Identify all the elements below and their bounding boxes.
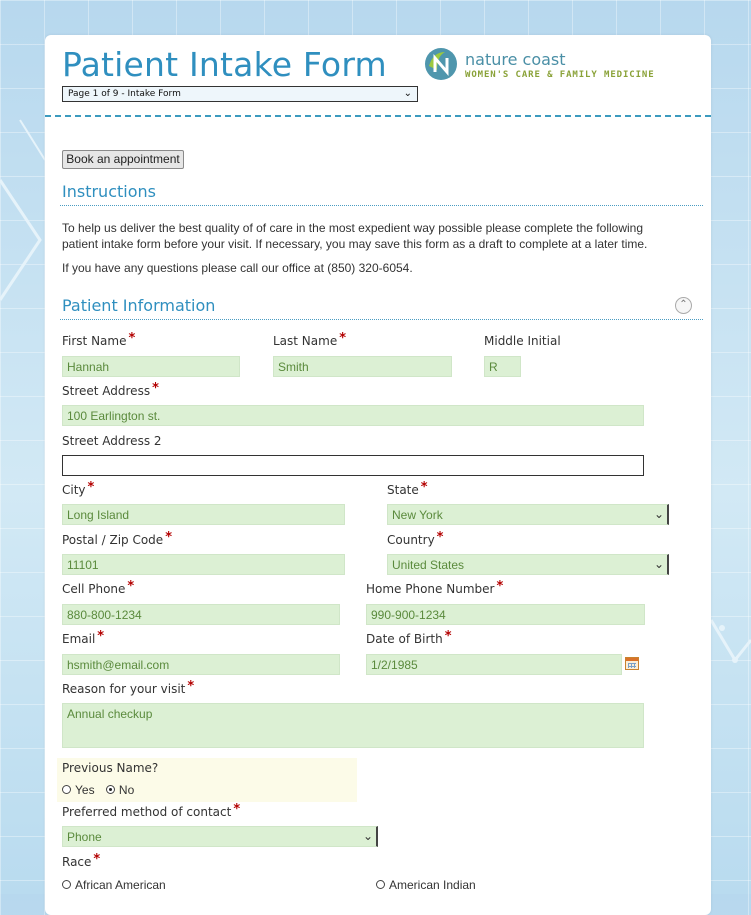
dob-label: Date of Birth *	[366, 629, 452, 646]
reason-label: Reason for your visit *	[62, 679, 195, 696]
chevron-down-icon: ⌄	[653, 507, 664, 521]
race-option-american-indian[interactable]	[376, 877, 484, 892]
previous-name-label: Previous Name?	[62, 761, 159, 775]
page-title: Patient Intake Form	[62, 45, 387, 84]
state-label: State *	[387, 480, 428, 497]
patient-info-heading: Patient Information	[62, 296, 216, 315]
home-phone-input[interactable]: 990-900-1234	[366, 604, 645, 625]
race-option-african-american[interactable]	[62, 877, 174, 892]
previous-name-yes-label: Yes	[75, 782, 95, 797]
country-select[interactable]	[387, 554, 669, 575]
zip-input[interactable]: 11101	[62, 554, 345, 575]
header-divider	[45, 115, 711, 117]
page-selector-dropdown[interactable]	[62, 86, 418, 102]
zip-label: Postal / Zip Code *	[62, 530, 172, 547]
race-label: Race *	[62, 852, 101, 869]
home-phone-label: Home Phone Number *	[366, 579, 504, 596]
contact-phone-text: If you have any questions please call our office at (850) 320-6054.	[62, 261, 413, 275]
middle-initial-label: Middle Initial	[484, 334, 561, 348]
street-address-2-input[interactable]	[62, 455, 644, 476]
logo-tagline: WOMEN'S CARE & FAMILY MEDICINE	[465, 70, 655, 80]
chevron-up-icon: ⌃	[679, 299, 688, 310]
chevron-down-icon: ⌄	[653, 557, 664, 571]
logo	[423, 45, 703, 85]
email-input[interactable]: hsmith@email.com	[62, 654, 340, 675]
state-value: New York	[392, 508, 443, 522]
first-name-input[interactable]: Hannah	[62, 356, 240, 377]
preferred-contact-value: Phone	[67, 830, 102, 844]
street-address-2-label: Street Address 2	[62, 434, 162, 448]
email-label: Email *	[62, 629, 105, 646]
preferred-contact-label: Preferred method of contact *	[62, 802, 241, 819]
last-name-input[interactable]: Smith	[273, 356, 452, 377]
previous-name-no-label: No	[118, 782, 135, 797]
dob-input[interactable]: 1/2/1985	[366, 654, 622, 675]
form-card	[45, 35, 711, 915]
city-input[interactable]: Long Island	[62, 504, 345, 525]
street-address-label: Street Address *	[62, 381, 159, 398]
previous-name-no-radio[interactable]	[106, 785, 115, 794]
calendar-icon[interactable]	[625, 657, 639, 670]
race-american-indian-radio[interactable]	[376, 880, 385, 889]
street-address-input[interactable]: 100 Earlington st.	[62, 405, 644, 426]
last-name-label: Last Name *	[273, 331, 347, 348]
instructions-divider	[60, 205, 703, 206]
previous-name-yes-radio[interactable]	[62, 785, 71, 794]
previous-name-options	[62, 782, 142, 797]
page-selector-value: Page 1 of 9 - Intake Form	[68, 89, 181, 99]
logo-name: nature coast	[465, 50, 566, 69]
logo-mark-icon	[423, 46, 459, 82]
cell-phone-input[interactable]: 880-800-1234	[62, 604, 340, 625]
instructions-text: To help us deliver the best quality of of care in the most expedient way possible please complete the following patient intake form before your visit. If necessary, you may save this form as a draft to complete at a later time.	[62, 221, 648, 251]
race-african-american-radio[interactable]	[62, 880, 71, 889]
city-label: City *	[62, 480, 95, 497]
chevron-down-icon: ⌄	[403, 88, 412, 99]
cell-phone-label: Cell Phone *	[62, 579, 135, 596]
middle-initial-input[interactable]: R	[484, 356, 521, 377]
preferred-contact-select[interactable]	[62, 826, 378, 847]
country-value: United States	[392, 558, 465, 572]
country-label: Country *	[387, 530, 444, 547]
chevron-down-icon: ⌄	[362, 829, 373, 843]
collapse-section-button[interactable]	[675, 297, 692, 314]
race-american-indian-label: American Indian	[389, 877, 476, 892]
patient-info-divider	[60, 319, 703, 320]
first-name-label: First Name *	[62, 331, 136, 348]
instructions-heading: Instructions	[62, 182, 156, 201]
book-appointment-button[interactable]: Book an appointment	[62, 150, 184, 169]
reason-textarea[interactable]: Annual checkup	[62, 703, 644, 748]
race-african-american-label: African American	[75, 877, 166, 892]
state-select[interactable]	[387, 504, 669, 525]
